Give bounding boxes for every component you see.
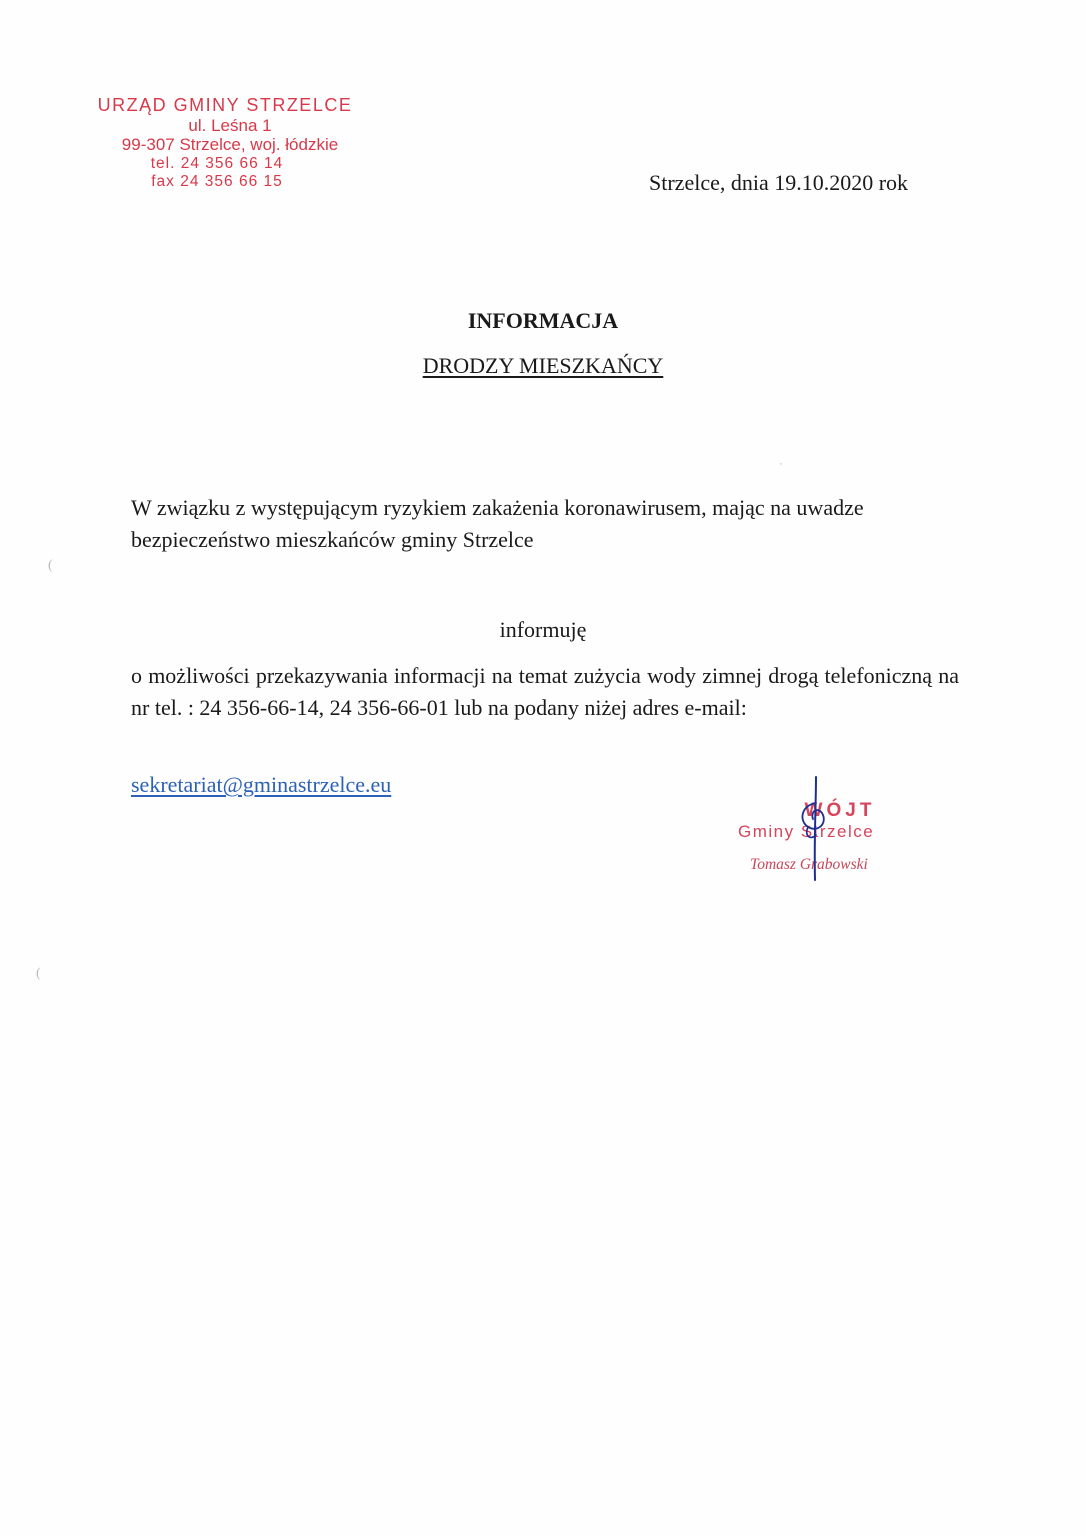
date-line: Strzelce, dnia 19.10.2020 rok <box>649 170 909 195</box>
email-link[interactable]: sekretariat@gminastrzelce.eu <box>131 772 392 797</box>
signature-name: Tomasz Grabowski <box>750 856 868 873</box>
office-city: 99-307 Strzelce, woj. łódzkie <box>121 135 339 155</box>
office-name: URZĄD GMINY STRZELCE <box>97 95 353 115</box>
signature-role: WÓJT <box>804 800 876 821</box>
main-paragraph: o możliwości przekazywania informacji na temat zużycia wody zimnej drogą telefoniczną na nr tel. : 24 356-66-14, 24 356-66-01 lub na podany niżej adres e-mail: <box>131 663 959 720</box>
scan-mark: ' <box>780 462 782 473</box>
document-subtitle <box>0 353 1086 379</box>
scan-mark: ( <box>48 558 53 573</box>
office-phone: tel. 24 356 66 14 <box>150 154 284 172</box>
document-title: INFORMACJA <box>467 308 619 333</box>
scan-mark: ( <box>36 966 41 981</box>
subtitle-text: DRODZY MIESZKAŃCY <box>422 353 664 378</box>
informuje-line: informuję <box>499 617 587 642</box>
intro-paragraph: W związku z występującym ryzykiem zakażenia koronawirusem, mając na uwadze bezpieczeństwo mieszkańców gminy Strzelce <box>131 495 864 552</box>
office-fax: fax 24 356 66 15 <box>151 172 283 190</box>
handwritten-signature <box>780 775 850 885</box>
letterhead-stamp <box>80 95 380 190</box>
office-street: ul. Leśna 1 <box>188 115 272 135</box>
signature-office: Gminy Strzelce <box>738 822 875 841</box>
